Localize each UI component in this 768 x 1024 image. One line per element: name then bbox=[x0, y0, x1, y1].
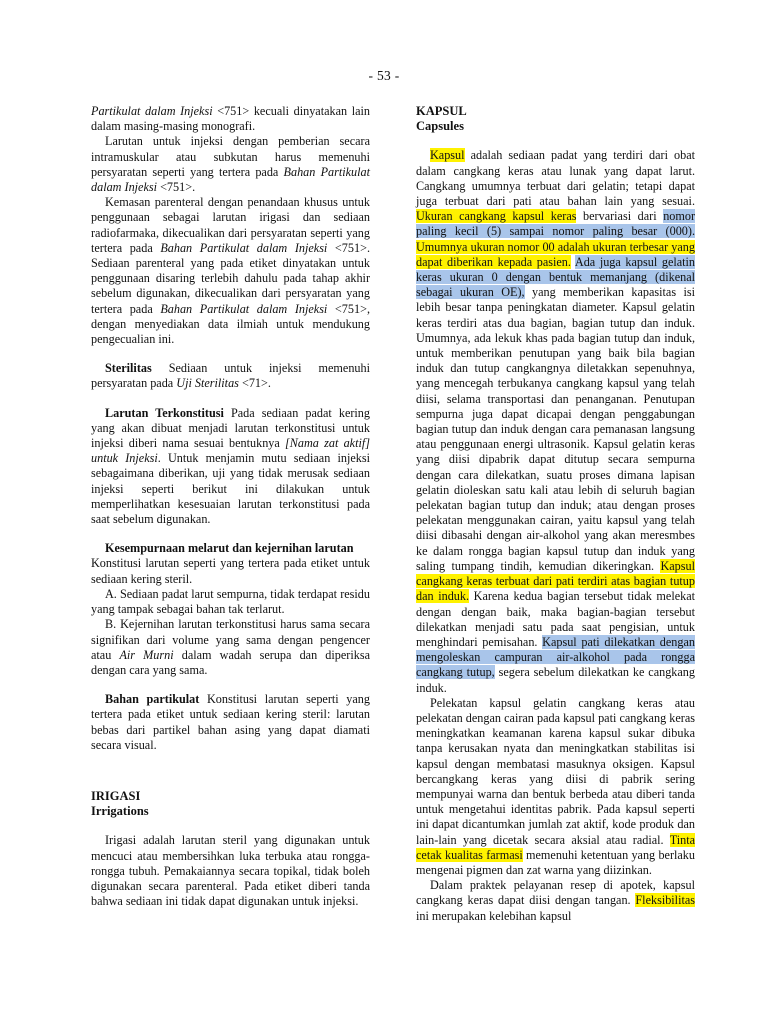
italic-ref: Bahan Partikulat dalam Injeksi bbox=[160, 301, 328, 316]
highlight-blue: Ada juga kapsul gelatin keras ukuran 0 dengan bentuk memanjang (dikenal sebagai ukuran OE), bbox=[416, 254, 696, 300]
text: yang memberikan kapasitas isi lebih besar tanpa peningkatan diameter. Kapsul gelatin keras terdiri atas dua bagian, bagian tutup dan induk. Umumnya, ada lekuk khas pada bagian tutup dan induk, untuk memberikan penutupan yang baik bila bagian induk dan tutup cangkangnya diletakkan sepenuhnya, yang mencegah terbukanya cangkang kapsul yang telah diisi, selama transportasi dan penanganan. Penutupan sempurna juga dapat dicapai dengan penggabungan bagian tutup dan induk dengan cara pemanasan langsung atau penggunaan energi ultrasonik. Kapsul gelatin keras yang diisi dipabrik dapat ditutup secara sempurna dengan cara dilekatkan, suatu proses dimana lapisan gelatin dioleskan satu kali atau lebih di seluruh bagian pelekatan bagian tutup dan induk; atau dengan proses pelekatan menggunakan cairan, yaitu kapsul yang telah diisi dibasahi dengan air-alkohol yang akan meresmbes ke dalam rongga bagian kapsul tutup dan induk yang saling tumpang tindih, kemudian dikeringkan. bbox=[416, 285, 695, 573]
highlight-yellow: Kapsul bbox=[430, 148, 465, 163]
term-sterilitas: Sterilitas bbox=[105, 361, 152, 376]
heading-kesempurnaan bbox=[91, 541, 370, 556]
section-subtitle-irrigations: Irrigations bbox=[91, 804, 149, 819]
right-column bbox=[416, 104, 695, 924]
text: Konstitusi larutan seperti yang tertera pada etiket untuk sediaan kering steril: larutan bebas dari partikel bahan asing yang dapat diamati secara visual. bbox=[91, 692, 370, 752]
paragraph-intramuskular bbox=[91, 134, 370, 195]
term-larutan-terkonstitusi: Larutan Terkonstitusi bbox=[105, 405, 224, 420]
highlight-blue: Kapsul pati dilekatkan dengan mengoleskan campuran air-alkohol pada rongga cangkang tutup, bbox=[416, 634, 695, 680]
italic-ref: Uji Sterilitas bbox=[176, 376, 239, 391]
text: bervariasi dari bbox=[576, 209, 664, 224]
text: <751>, dengan menyediakan data ilmiah untuk mendukung pengecualian ini. bbox=[91, 301, 371, 347]
text: Larutan untuk injeksi dengan pemberian secara intramuskular atau subkutan harus memenuhi persyaratan seperti yang tertera pada bbox=[91, 134, 370, 179]
text: segera sebelum dilekatkan ke cangkang induk. bbox=[416, 665, 695, 695]
paragraph-pelekatan bbox=[416, 696, 695, 878]
highlight-blue: nomor paling kecil (5) sampai nomor paling besar (000). bbox=[416, 209, 696, 239]
text: Sediaan untuk injeksi memenuhi persyaratan pada bbox=[91, 361, 370, 391]
section-title-irigasi: IRIGASI bbox=[91, 788, 141, 803]
text: Karena kedua bagian tersebut tidak melekat dengan dengan baik, maka bagian-bagian tersebut dilekatkan menjadi satu pada saat pengisian, untuk menghindari pemisahan. bbox=[416, 589, 696, 649]
page-number: - 53 - bbox=[368, 68, 400, 83]
text: B. Kejernihan larutan terkonstitusi harus sama secara signifikan dari volume yang sama dengan pengencer atau bbox=[91, 617, 370, 662]
italic-ref: Air Murni bbox=[119, 647, 174, 662]
text: Pada sediaan padat kering yang akan dibuat menjadi larutan terkonstitusi untuk injeksi diberi nama sesuai bentuknya bbox=[91, 405, 370, 451]
highlight-yellow: Kapsul cangkang keras terbuat dari pati terdiri atas bagian tutup dan induk. bbox=[416, 558, 695, 604]
italic-ref: Bahan Partikulat dalam Injeksi bbox=[91, 164, 371, 195]
text: <751>. Sediaan parenteral yang pada etiket dinyatakan untuk penggunaan disaring terlebih dahulu pada tahap akhir sebelum digunakan, dikecualikan dari persyaratan yang tertera pada bbox=[91, 240, 371, 316]
text: Pelekatan kapsul gelatin cangkang keras atau pelekatan dengan cairan pada kapsul pati cangkang keras meningkatkan keamanan karena kapsul sukar dibuka tanpa kerusakan nyata dan meningkatkan stabilitas isi kapsul dengan membatasi masuknya oksigen. Kapsul bercangkang keras yang diisi di pabrik sering mempunyai warna dan bentuk berbeda atau diberi tanda untuk mengetahui identitas pabrik. Pada kapsul seperti ini dapat dicantumkan jumlah zat aktif, kode produk dan lain-lain yang dicetak secara aksial atau radial. bbox=[416, 695, 695, 847]
paragraph-kapsul-definisi bbox=[416, 148, 695, 695]
highlight-yellow: Ukuran cangkang kapsul keras bbox=[416, 209, 577, 224]
paragraph-kemasan bbox=[91, 195, 370, 347]
italic-ref: [Nama zat aktif] untuk Injeksi bbox=[91, 436, 370, 466]
highlight-yellow: Tinta cetak kualitas farmasi bbox=[416, 832, 695, 862]
paragraph-praktek bbox=[416, 878, 695, 924]
section-title-kapsul: KAPSUL bbox=[416, 104, 467, 118]
text: ini merupakan kelebihan kapsul bbox=[416, 908, 572, 923]
text: memenuhi ketentuan yang berlaku mengenai pigmen dan zat warna yang diizinkan. bbox=[416, 847, 695, 877]
text: adalah sediaan padat yang terdiri dari obat dalam cangkang keras atau lunak yang dapat larut. Cangkang umumnya terbuat dari gelatin; tetapi dapat juga terbuat dari pati atau bahan lain yang sesuai. bbox=[416, 148, 695, 209]
paragraph-bahan-partikulat bbox=[91, 692, 370, 753]
italic-ref: Partikulat dalam Injeksi bbox=[91, 104, 213, 118]
paragraph-kesempurnaan: Konstitusi larutan seperti yang tertera pada etiket untuk sediaan kering steril. bbox=[91, 556, 370, 586]
paragraph-kesempurnaan-b bbox=[91, 617, 370, 678]
paragraph-kesempurnaan-a: A. Sediaan padat larut sempurna, tidak terdapat residu yang tampak sebagai bahan tak terlarut. bbox=[91, 586, 370, 617]
text: . Untuk menjamin mutu sediaan injeksi sebagaimana diberikan, uji yang tidak merusak sediaan injeksi seperti berikut ini dilakukan untuk memperlihatkan kesesuaian larutan terkonstitusi pada saat sebelum digunakan. bbox=[91, 451, 370, 527]
italic-ref: Bahan Partikulat dalam Injeksi bbox=[160, 240, 328, 255]
text: <71>. bbox=[238, 376, 271, 391]
paragraph-sterilitas bbox=[91, 361, 370, 391]
term-bahan-partikulat: Bahan partikulat bbox=[105, 692, 200, 707]
left-column bbox=[91, 104, 370, 909]
text: <751> kecuali dinyatakan lain dalam masing-masing monografi. bbox=[91, 104, 370, 134]
highlight-yellow: Fleksibilitas bbox=[635, 893, 695, 908]
section-subtitle-capsules: Capsules bbox=[416, 119, 464, 134]
text: Dalam praktek pelayanan resep di apotek, kapsul cangkang keras dapat diisi dengan tangan. bbox=[416, 878, 695, 908]
paragraph-larutan-terkonstitusi bbox=[91, 406, 370, 528]
text: dalam wadah serupa dan diperiksa dengan cara yang sama. bbox=[91, 647, 370, 677]
text: Kemasan parenteral dengan penandaan khusus untuk penggunaan sebagai larutan irigasi dan sediaan radiofarmaka, dikecualikan dari persyaratan seperti yang tertera pada bbox=[91, 195, 370, 255]
text: <751>. bbox=[157, 180, 196, 195]
highlight-yellow: Umumnya ukuran nomor 00 adalah ukuran terbesar yang dapat diberikan kepada pasien. bbox=[416, 239, 695, 269]
paragraph-irigasi: Irigasi adalah larutan steril yang digunakan untuk mencuci atau membersihkan luka terbuka atau rongga-rongga tubuh. Pemakaiannya secara topikal, tidak boleh digunakan secara parenteral. Pada etiket diberi tanda bahwa sediaan ini tidak dapat digunakan untuk injeksi. bbox=[91, 833, 370, 909]
paragraph-partikulat bbox=[91, 104, 370, 134]
term-kesempurnaan: Kesempurnaan melarut dan kejernihan larutan bbox=[105, 541, 354, 556]
